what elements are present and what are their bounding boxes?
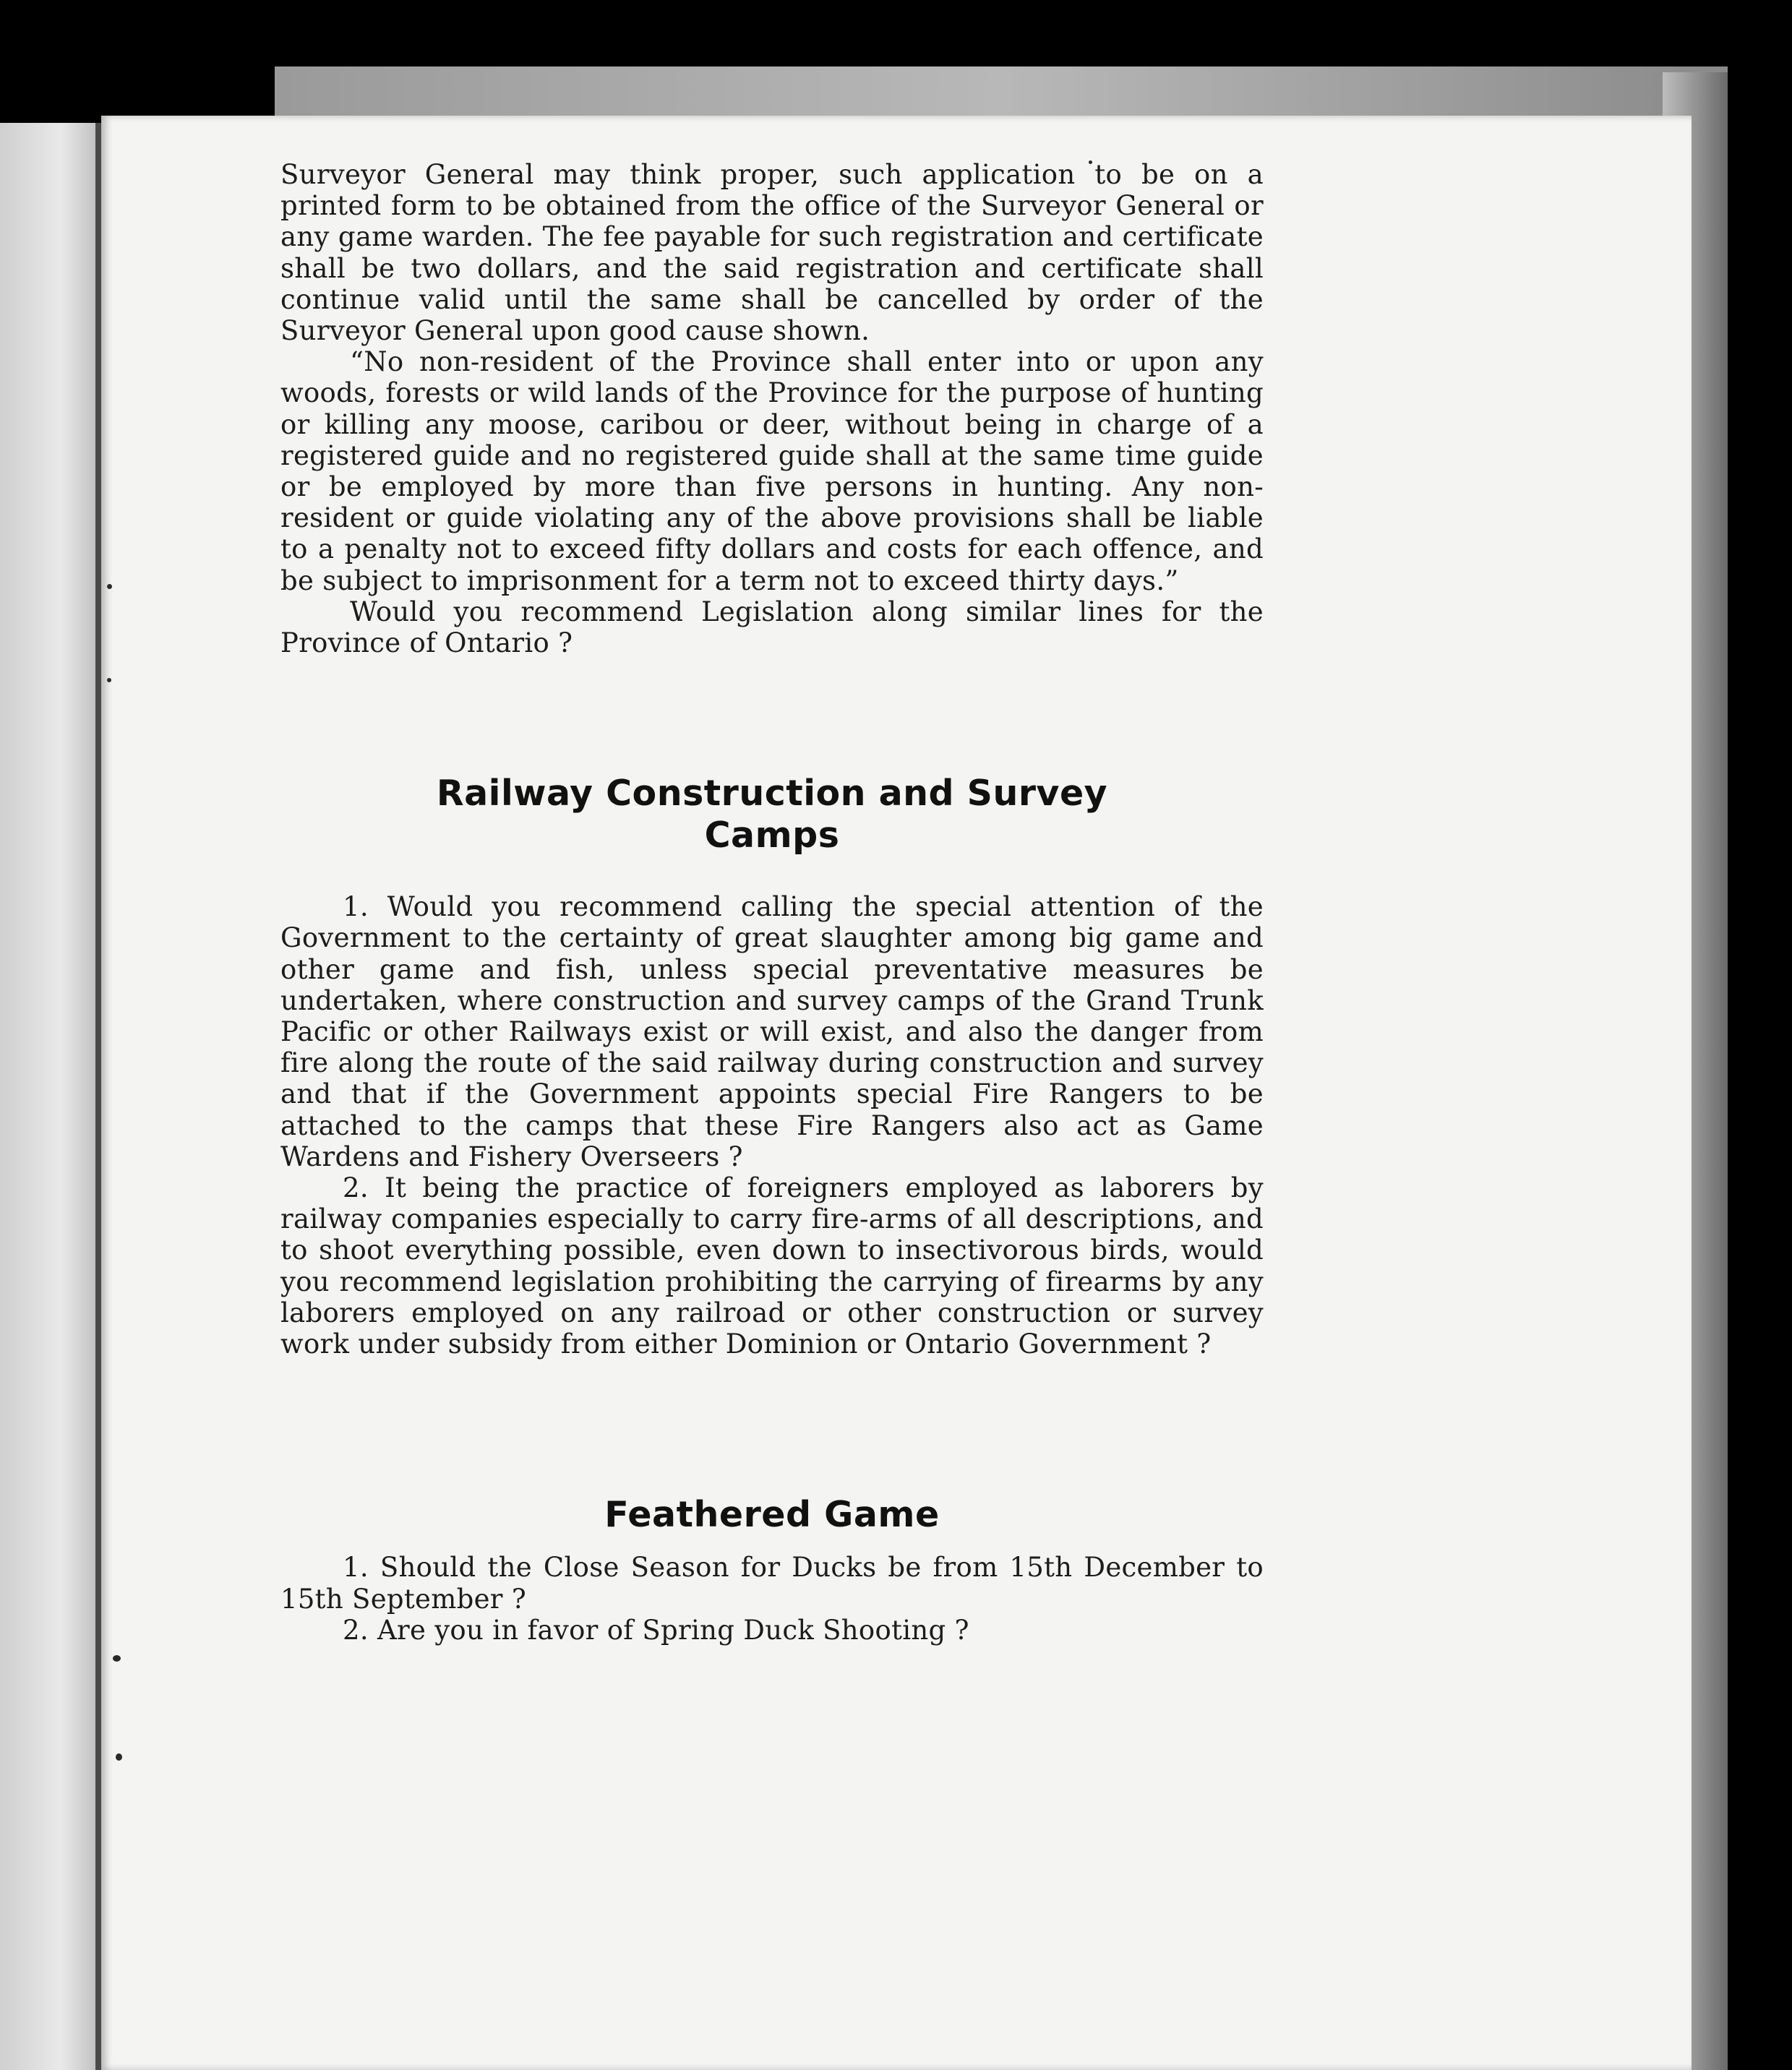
section-heading-railway: [280, 773, 1264, 856]
page-text: [280, 159, 1264, 1646]
section-heading-feathered-game: [280, 1494, 1264, 1536]
question-item: 2. It being the practice of foreigners employed as laborers by railway companies especially to carry fire-arms of all descriptions, and to shoot everything possible, even down to insectivorous birds, would you recommend legislation prohibiting the carrying of firearms by any laborers employed on any railroad or other construction or survey work under subsidy from either Dominion or Ontario Government ?: [280, 1172, 1264, 1360]
feathered-game-questions: [280, 1552, 1264, 1646]
ink-speck: [107, 584, 112, 589]
intro-question: Would you recommend Legislation along similar lines for the Province of Ontario ?: [280, 596, 1264, 659]
ink-speck: [116, 1753, 122, 1761]
heading-line: Camps: [704, 815, 840, 856]
intro-paragraph-1: Surveyor General may think proper, such application to be on a printed form to be obtained from the office of the Surveyor General or any game warden. The fee payable for such registration and certificate shall be two dollars, and the said registration and certificate shall continue valid until the same shall be cancelled by order of the Surveyor General upon good cause shown.: [280, 159, 1264, 347]
ink-speck: [107, 678, 111, 682]
ink-speck: [113, 1655, 121, 1662]
heading-line: Feathered Game: [604, 1494, 940, 1536]
railway-questions: [280, 891, 1264, 1360]
question-item: 1. Would you recommend calling the special attention of the Government to the certainty of great slaughter among big game and other game and fish, unless special preventative measures be undertaken, where construction and survey camps of the Grand Trunk Pacific or other Railways exist or will exist, and also the danger from fire along the route of the said railway during construction and survey and that if the Government appoints special Fire Rangers to be attached to the camps that these Fire Rangers also act as Game Wardens and Fishery Overseers ?: [280, 891, 1264, 1172]
facing-page-edge: [0, 123, 101, 2070]
intro-paragraph-2: “No non-resident of the Province shall enter into or upon any woods, forests or wild lands of the Province for the purpose of hunting or killing any moose, caribou or deer, without being in charge of a registered guide and no registered guide shall at the same time guide or be employed by more than five persons in hunting. Any non-resident or guide violating any of the above provisions shall be liable to a penalty not to exceed fifty dollars and costs for each offence, and be subject to imprisonment for a term not to exceed thirty days.”: [280, 346, 1264, 596]
heading-line: Railway Construction and Survey: [436, 773, 1108, 815]
intro-section: [280, 159, 1264, 658]
question-item: 2. Are you in favor of Spring Duck Shooting ?: [343, 1614, 969, 1646]
question-item: 1. Should the Close Season for Ducks be from 15th December to 15th September ?: [280, 1552, 1264, 1615]
